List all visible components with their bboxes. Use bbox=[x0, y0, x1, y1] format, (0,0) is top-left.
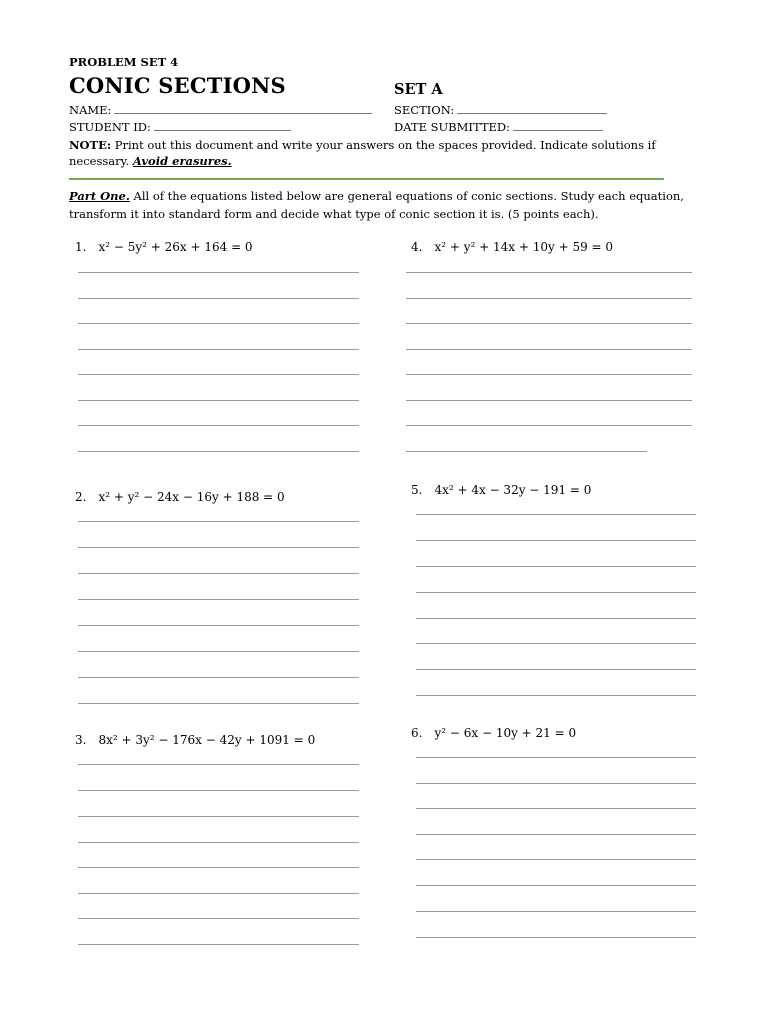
section-blank[interactable] bbox=[457, 104, 607, 114]
answer-line[interactable] bbox=[416, 618, 696, 619]
note-paragraph bbox=[69, 138, 684, 169]
answer-line[interactable] bbox=[406, 451, 647, 452]
answer-line[interactable] bbox=[416, 592, 696, 593]
problem-equation: 8x² + 3y² − 176x − 42y + 1091 = 0 bbox=[98, 733, 316, 747]
answer-line[interactable] bbox=[416, 695, 696, 696]
part-one-text: All of the equations listed below are general equations of conic sections. Study each equation, transform it into standard form and decide what type of conic section it is. (5 points each). bbox=[69, 189, 684, 221]
part-one-instructions bbox=[69, 187, 709, 223]
answer-line[interactable] bbox=[416, 669, 696, 670]
problem-set-label: PROBLEM SET 4 bbox=[69, 55, 179, 69]
answer-line[interactable] bbox=[78, 547, 359, 548]
answer-line[interactable] bbox=[78, 651, 359, 652]
answer-line[interactable] bbox=[78, 918, 359, 919]
answer-line[interactable] bbox=[78, 893, 359, 894]
problem-equation: x² − 5y² + 26x + 164 = 0 bbox=[98, 240, 253, 254]
answer-line[interactable] bbox=[78, 790, 359, 791]
set-label: SET A bbox=[394, 81, 443, 98]
problem-number: 3. bbox=[75, 733, 87, 747]
note-emphasis: Avoid erasures. bbox=[132, 153, 232, 168]
student-id-label: STUDENT ID: bbox=[69, 120, 151, 134]
student-id-field bbox=[69, 120, 291, 134]
answer-line[interactable] bbox=[78, 816, 359, 817]
date-submitted-field bbox=[394, 120, 603, 134]
problem-3 bbox=[75, 733, 315, 747]
answer-line[interactable] bbox=[416, 514, 696, 515]
name-label: NAME: bbox=[69, 103, 112, 117]
answer-line[interactable] bbox=[78, 842, 359, 843]
answer-line[interactable] bbox=[78, 298, 359, 299]
answer-line[interactable] bbox=[78, 677, 359, 678]
answer-line[interactable] bbox=[416, 757, 696, 758]
problem-2 bbox=[75, 490, 285, 504]
section-label: SECTION: bbox=[394, 103, 455, 117]
problem-number: 6. bbox=[411, 726, 423, 740]
date-submitted-label: DATE SUBMITTED: bbox=[394, 120, 510, 134]
answer-line[interactable] bbox=[416, 937, 696, 938]
problem-number: 2. bbox=[75, 490, 87, 504]
page-title: CONIC SECTIONS bbox=[69, 73, 286, 98]
answer-line[interactable] bbox=[78, 400, 359, 401]
answer-line[interactable] bbox=[406, 298, 692, 299]
answer-line[interactable] bbox=[416, 808, 696, 809]
section-divider bbox=[69, 178, 664, 180]
note-label: NOTE: bbox=[69, 138, 112, 152]
problem-1 bbox=[75, 240, 253, 254]
answer-line[interactable] bbox=[78, 573, 359, 574]
answer-line[interactable] bbox=[406, 374, 692, 375]
problem-number: 1. bbox=[75, 240, 87, 254]
problem-equation: x² + y² + 14x + 10y + 59 = 0 bbox=[434, 240, 614, 254]
student-id-blank[interactable] bbox=[154, 121, 291, 131]
answer-line[interactable] bbox=[78, 521, 359, 522]
answer-line[interactable] bbox=[416, 566, 696, 567]
answer-line[interactable] bbox=[78, 764, 359, 765]
answer-line[interactable] bbox=[416, 834, 696, 835]
problem-equation: y² − 6x − 10y + 21 = 0 bbox=[434, 726, 577, 740]
answer-line[interactable] bbox=[406, 272, 692, 273]
answer-line[interactable] bbox=[406, 323, 692, 324]
answer-line[interactable] bbox=[406, 349, 692, 350]
answer-line[interactable] bbox=[78, 625, 359, 626]
date-submitted-blank[interactable] bbox=[513, 121, 603, 131]
problem-number: 4. bbox=[411, 240, 423, 254]
answer-line[interactable] bbox=[416, 859, 696, 860]
note-text: Print out this document and write your answers on the spaces provided. Indicate solutions if necessary. bbox=[69, 138, 656, 168]
answer-line[interactable] bbox=[416, 911, 696, 912]
problem-5 bbox=[411, 483, 591, 497]
answer-line[interactable] bbox=[406, 425, 692, 426]
answer-line[interactable] bbox=[78, 323, 359, 324]
problem-number: 5. bbox=[411, 483, 423, 497]
answer-line[interactable] bbox=[78, 349, 359, 350]
answer-line[interactable] bbox=[78, 944, 359, 945]
problem-4 bbox=[411, 240, 613, 254]
answer-line[interactable] bbox=[78, 867, 359, 868]
problem-equation: x² + y² − 24x − 16y + 188 = 0 bbox=[98, 490, 285, 504]
answer-line[interactable] bbox=[78, 272, 359, 273]
answer-line[interactable] bbox=[406, 400, 692, 401]
answer-line[interactable] bbox=[416, 540, 696, 541]
answer-line[interactable] bbox=[416, 783, 696, 784]
answer-line[interactable] bbox=[78, 425, 359, 426]
problem-equation: 4x² + 4x − 32y − 191 = 0 bbox=[434, 483, 592, 497]
answer-line[interactable] bbox=[78, 374, 359, 375]
answer-line[interactable] bbox=[78, 599, 359, 600]
name-blank[interactable] bbox=[114, 104, 372, 114]
answer-line[interactable] bbox=[416, 643, 696, 644]
answer-line[interactable] bbox=[78, 703, 359, 704]
problem-6 bbox=[411, 726, 576, 740]
answer-line[interactable] bbox=[416, 885, 696, 886]
part-one-label: Part One. bbox=[69, 189, 130, 203]
section-field bbox=[394, 103, 607, 117]
name-field bbox=[69, 103, 372, 117]
answer-line[interactable] bbox=[78, 451, 359, 452]
